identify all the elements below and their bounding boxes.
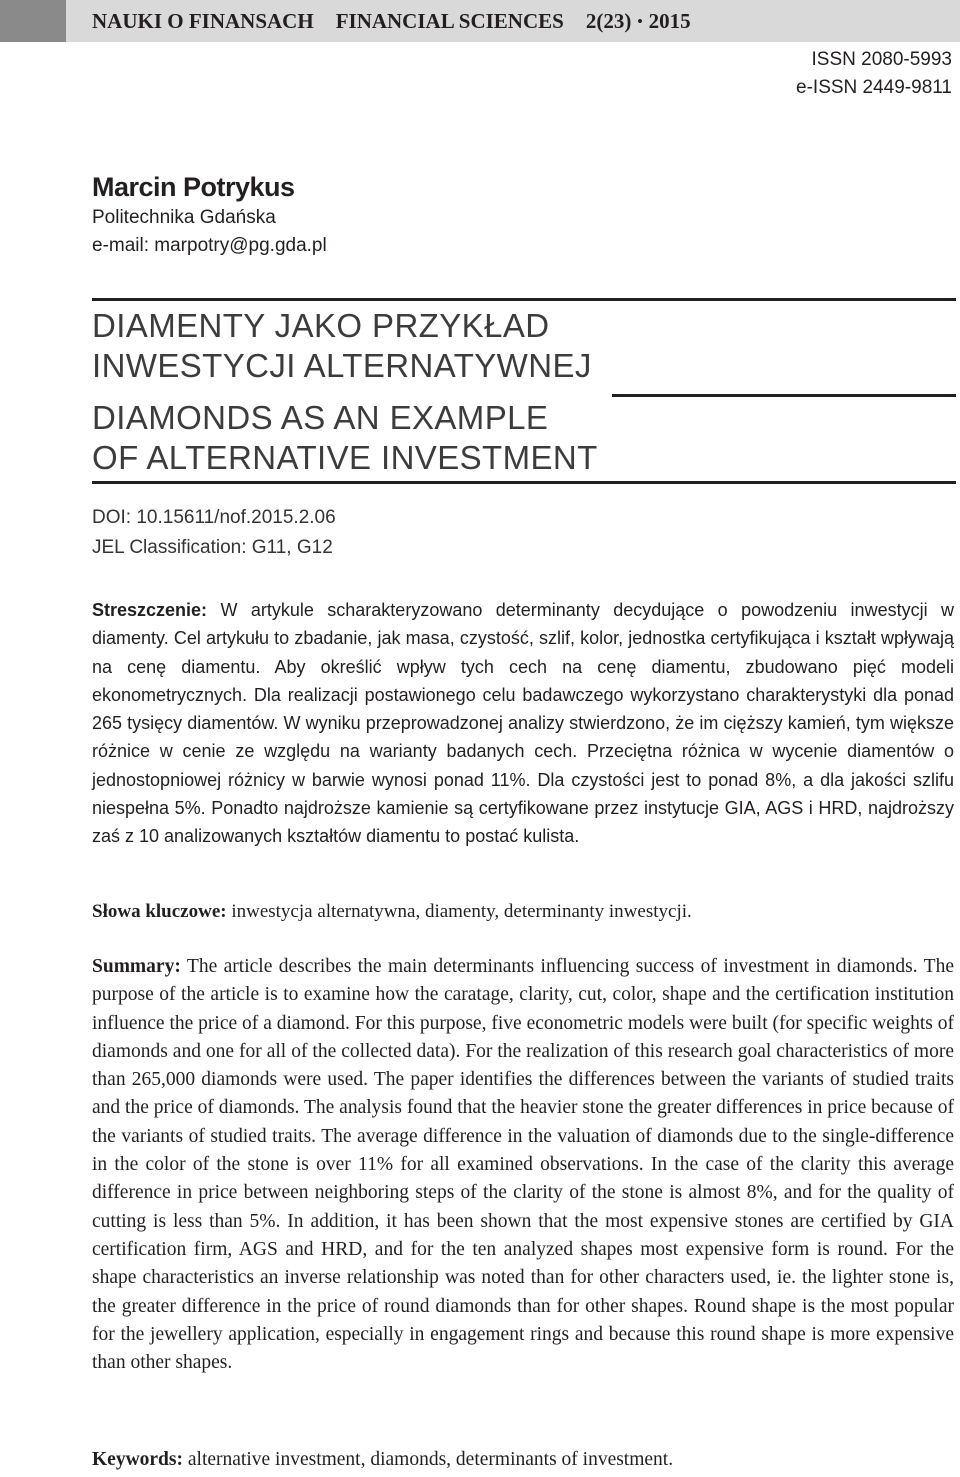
abstract-pl-label: Streszczenie: — [92, 600, 208, 620]
journal-issue: 2(23) — [585, 9, 632, 33]
identifiers — [92, 503, 336, 563]
journal-name-en: FINANCIAL SCIENCES — [335, 9, 564, 33]
journal-name-pl: NAUKI O FINANSACH — [92, 9, 314, 33]
journal-header — [92, 9, 691, 34]
abstract-pl-text: W artykule scharakteryzowano determinanty decydujące o powodzeniu inwestycji w diamenty. Cel artykułu to zbadanie, jak masa, czystość, szlif, kolor, jednostka certyfikująca i kształt wpływają na cenę diamentu. Aby określić wpływ tych cech na cenę diamentu, zbudowano pięć modeli ekonometrycznych. Dla realizacji postawionego celu badawczego wykorzystano charakterystyki dla ponad 265 tysięcy diamentów. W wyniku przeprowadzonej analizy stwierdzono, że im cięższy kamień, tym większe różnice w cenie ze względu na warianty badanych cech. Przeciętna różnica w wycenie diamentów o jednostopniowej różnicy w barwie wynosi ponad 11%. Dla czystości jest to ponad 8%, a dla jakości szlifu niespełna 5%. Ponadto najdroższe kamienie są certyfikowane przez instytucje GIA, AGS i HRD, najdroższy zaś z 10 analizowanych kształtów diamentu to postać kulista. — [92, 600, 954, 847]
eissn: e-ISSN 2449-9811 — [796, 77, 952, 98]
bullet-separator: • — [637, 14, 643, 30]
divider-middle — [612, 394, 956, 397]
keywords-en — [92, 1446, 954, 1474]
title-en-line2: OF ALTERNATIVE INVESTMENT — [92, 439, 598, 476]
keywords-pl-text: inwestycja alternatywna, diamenty, determinanty inwestycji. — [231, 901, 692, 922]
title-pl — [92, 306, 592, 386]
author-email: e-mail: marpotry@pg.gda.pl — [92, 235, 327, 256]
abstract-pl — [92, 596, 954, 851]
abstract-en-text: The article describes the main determinants influencing success of investment in diamonds. The purpose of the article is to examine how the caratage, clarity, cut, color, shape and the certification institution influence the price of a diamond. For this purpose, five econometric models were built (for specific weights of diamonds and one for all of the collected data). For the realization of this research goal characteristics of more than 265,000 diamonds were used. The paper identifies the differences between the variants of studied traits and the price of diamonds. The analysis found that the heavier stone the greater differences in price because of the variants of studied traits. The average difference in the valuation of diamonds due to the single-difference in the color of the stone is over 11% for all examined observations. In the case of the clarity this average difference in price between neighboring steps of the clarity of the stone is almost 8%, and for the quality of cutting is less than 5%. In addition, it has been shown that the most expensive stones are certified by GIA certification firm, AGS and HRD, and for the ten analyzed shapes most expensive form is round. For the shape characteristics an inverse relationship was noted than for other characters used, ie. the lighter stone is, the greater difference in the price of round diamonds than for other shapes. Round shape is the most popular for the jewellery application, especially in engagement rings and because this round shape is more expensive than other shapes. — [92, 956, 954, 1374]
title-pl-line1: DIAMENTY JAKO PRZYKŁAD — [92, 307, 550, 344]
title-pl-line2: INWESTYCJI ALTERNATYWNEJ — [92, 347, 592, 384]
header-accent-square — [0, 0, 66, 42]
doi: DOI: 10.15611/nof.2015.2.06 — [92, 507, 336, 528]
issn: ISSN 2080-5993 — [811, 49, 952, 70]
jel-classification: JEL Classification: G11, G12 — [92, 537, 333, 558]
divider-top — [92, 298, 956, 301]
title-en — [92, 398, 598, 478]
abstract-en-label: Summary: — [92, 956, 181, 977]
keywords-pl — [92, 898, 954, 926]
author-affiliation: Politechnika Gdańska — [92, 207, 276, 228]
abstract-en — [92, 953, 954, 1377]
journal-year: 2015 — [648, 9, 691, 33]
divider-bottom — [92, 481, 956, 484]
author-name: Marcin Potrykus — [92, 172, 295, 202]
keywords-en-label: Keywords: — [92, 1449, 183, 1470]
title-en-line1: DIAMONDS AS AN EXAMPLE — [92, 399, 549, 436]
issn-block — [796, 46, 952, 102]
keywords-pl-label: Słowa kluczowe: — [92, 901, 227, 922]
keywords-en-text: alternative investment, diamonds, determinants of investment. — [187, 1449, 674, 1470]
author-block — [92, 170, 327, 260]
